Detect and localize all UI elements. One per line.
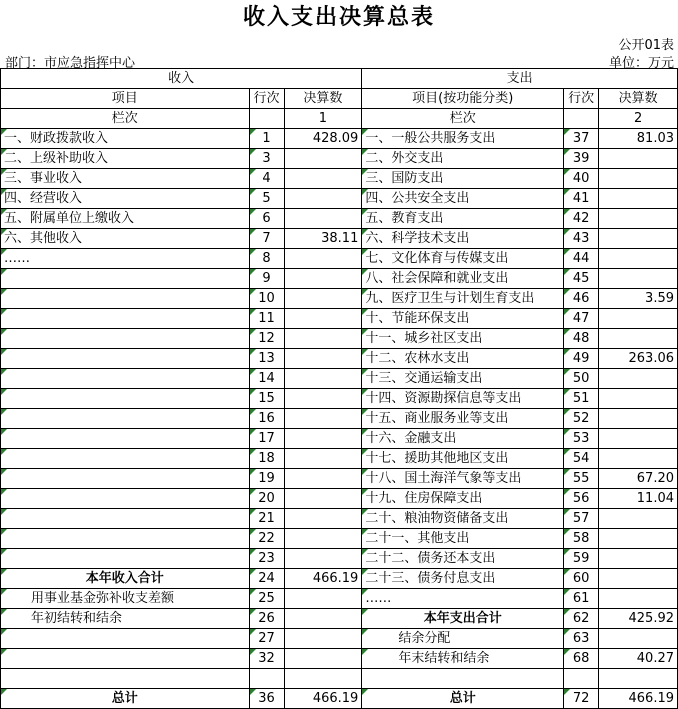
expense-item-cell[interactable]: 八、社会保障和就业支出 <box>362 269 564 289</box>
table-row <box>1 329 678 349</box>
table-row <box>1 529 678 549</box>
income-item-cell[interactable] <box>1 329 250 349</box>
table-row <box>1 209 678 229</box>
expense-line-cell[interactable]: 63 <box>564 629 599 649</box>
expense-line-cell[interactable]: 54 <box>564 449 599 469</box>
income-section-header[interactable]: 收入 <box>1 69 362 89</box>
table-row <box>1 149 678 169</box>
expense-line-cell[interactable]: 41 <box>564 189 599 209</box>
expense-amount-cell[interactable]: 425.92 <box>599 609 678 629</box>
income-index-number[interactable]: 1 <box>284 109 362 129</box>
expense-item-cell[interactable]: 二十二、债务还本支出 <box>362 549 564 569</box>
expense-index-blank[interactable] <box>564 109 599 129</box>
expense-line-cell[interactable]: 53 <box>564 429 599 449</box>
expense-item-cell[interactable]: 六、科学技术支出 <box>362 229 564 249</box>
income-item-cell[interactable] <box>1 489 250 509</box>
expense-amount-cell[interactable] <box>599 589 678 609</box>
income-line-cell[interactable]: 6 <box>249 209 284 229</box>
income-item-cell[interactable] <box>1 649 250 669</box>
income-amount-cell[interactable] <box>284 169 362 189</box>
income-amount-cell[interactable] <box>284 329 362 349</box>
expense-item-cell[interactable]: 十一、城乡社区支出 <box>362 329 564 349</box>
income-line-cell[interactable]: 12 <box>249 329 284 349</box>
income-line-cell[interactable]: 9 <box>249 269 284 289</box>
table-row <box>1 509 678 529</box>
expense-amount-header[interactable]: 决算数 <box>599 89 678 109</box>
column-index-row <box>1 109 678 129</box>
income-amount-header[interactable]: 决算数 <box>284 89 362 109</box>
income-amount-cell[interactable] <box>284 209 362 229</box>
expense-amount-cell[interactable] <box>599 269 678 289</box>
expense-amount-cell[interactable] <box>599 189 678 209</box>
income-line-cell[interactable]: 18 <box>249 449 284 469</box>
income-index-label[interactable]: 栏次 <box>1 109 250 129</box>
table-row <box>1 129 678 149</box>
income-item-cell[interactable] <box>1 269 250 289</box>
expense-line-cell[interactable]: 61 <box>564 589 599 609</box>
income-item-cell[interactable] <box>1 309 250 329</box>
income-amount-cell[interactable] <box>284 529 362 549</box>
income-amount-cell[interactable] <box>284 469 362 489</box>
expense-amount-cell[interactable]: 40.27 <box>599 649 678 669</box>
expense-item-cell[interactable]: 四、公共安全支出 <box>362 189 564 209</box>
income-line-cell[interactable]: 24 <box>249 569 284 589</box>
expense-item-cell[interactable]: 二十三、债务付息支出 <box>362 569 564 589</box>
expense-section-header[interactable]: 支出 <box>362 69 678 89</box>
expense-line-cell[interactable]: 68 <box>564 649 599 669</box>
table-row <box>1 169 678 189</box>
table-row <box>1 189 678 209</box>
expense-amount-cell[interactable] <box>599 229 678 249</box>
table-row <box>1 569 678 589</box>
income-amount-cell[interactable] <box>284 349 362 369</box>
expense-line-cell[interactable]: 39 <box>564 149 599 169</box>
income-item-cell[interactable]: 用事业基金弥补收支差额 <box>1 589 250 609</box>
expense-amount-cell[interactable] <box>599 309 678 329</box>
table-row <box>1 389 678 409</box>
income-amount-cell[interactable] <box>284 449 362 469</box>
expense-item-cell[interactable]: 二、外交支出 <box>362 149 564 169</box>
expense-amount-cell[interactable]: 11.04 <box>599 489 678 509</box>
expense-line-cell[interactable]: 48 <box>564 329 599 349</box>
expense-line-cell[interactable]: 52 <box>564 409 599 429</box>
income-item-cell[interactable] <box>1 429 250 449</box>
income-amount-cell[interactable] <box>284 609 362 629</box>
income-index-blank[interactable] <box>249 109 284 129</box>
income-amount-cell[interactable] <box>284 269 362 289</box>
table-row <box>1 589 678 609</box>
expense-amount-cell[interactable] <box>599 149 678 169</box>
table-row <box>1 609 678 629</box>
expense-index-label[interactable]: 栏次 <box>362 109 564 129</box>
expense-item-cell[interactable]: 三、国防支出 <box>362 169 564 189</box>
expense-item-cell[interactable]: 五、教育支出 <box>362 209 564 229</box>
table-row <box>1 349 678 369</box>
budget-table <box>0 68 678 709</box>
income-amount-cell[interactable] <box>284 429 362 449</box>
spacer-cell[interactable] <box>564 669 599 689</box>
income-amount-cell[interactable] <box>284 249 362 269</box>
expense-line-header[interactable]: 行次 <box>564 89 599 109</box>
income-amount-cell[interactable] <box>284 409 362 429</box>
expense-item-cell[interactable]: 十五、商业服务业等支出 <box>362 409 564 429</box>
income-line-header[interactable]: 行次 <box>249 89 284 109</box>
income-item-cell[interactable] <box>1 529 250 549</box>
income-item-cell[interactable]: 六、其他收入 <box>1 229 250 249</box>
expense-line-cell[interactable]: 60 <box>564 569 599 589</box>
table-row <box>1 449 678 469</box>
expense-amount-cell[interactable]: 67.20 <box>599 469 678 489</box>
expense-item-cell[interactable]: 一、一般公共服务支出 <box>362 129 564 149</box>
income-amount-cell[interactable] <box>284 309 362 329</box>
income-line-cell[interactable]: 13 <box>249 349 284 369</box>
income-item-cell[interactable]: 二、上级补助收入 <box>1 149 250 169</box>
expense-item-cell[interactable]: 九、医疗卫生与计划生育支出 <box>362 289 564 309</box>
expense-line-cell[interactable]: 49 <box>564 349 599 369</box>
table-row <box>1 289 678 309</box>
form-number: 公开01表 <box>618 38 674 53</box>
income-line-cell[interactable]: 14 <box>249 369 284 389</box>
income-line-cell[interactable]: 8 <box>249 249 284 269</box>
expense-item-cell[interactable]: 十四、资源勘探信息等支出 <box>362 389 564 409</box>
expense-amount-cell[interactable]: 263.06 <box>599 349 678 369</box>
income-line-cell[interactable]: 3 <box>249 149 284 169</box>
expense-amount-cell[interactable] <box>599 569 678 589</box>
expense-item-cell[interactable]: 七、文化体育与传媒支出 <box>362 249 564 269</box>
expense-line-cell[interactable]: 40 <box>564 169 599 189</box>
spacer-cell[interactable] <box>362 669 564 689</box>
income-amount-cell[interactable] <box>284 189 362 209</box>
expense-amount-cell[interactable] <box>599 389 678 409</box>
income-item-cell[interactable]: 五、附属单位上缴收入 <box>1 209 250 229</box>
income-item-cell[interactable] <box>1 389 250 409</box>
expense-item-cell[interactable]: 结余分配 <box>362 629 564 649</box>
expense-item-cell[interactable]: 十二、农林水支出 <box>362 349 564 369</box>
expense-item-cell[interactable]: 十、节能环保支出 <box>362 309 564 329</box>
expense-item-cell[interactable]: 十三、交通运输支出 <box>362 369 564 389</box>
income-line-cell[interactable]: 21 <box>249 509 284 529</box>
table-row <box>1 409 678 429</box>
income-line-cell[interactable]: 17 <box>249 429 284 449</box>
expense-line-cell[interactable]: 47 <box>564 309 599 329</box>
expense-amount-cell[interactable] <box>599 449 678 469</box>
income-amount-cell[interactable]: 466.19 <box>284 689 362 709</box>
income-line-cell[interactable]: 4 <box>249 169 284 189</box>
expense-amount-cell[interactable] <box>599 209 678 229</box>
income-line-cell[interactable]: 5 <box>249 189 284 209</box>
income-item-header[interactable]: 项目 <box>1 89 250 109</box>
section-header-row <box>1 69 678 89</box>
spacer-cell[interactable] <box>284 669 362 689</box>
expense-amount-cell[interactable] <box>599 409 678 429</box>
income-amount-cell[interactable]: 428.09 <box>284 129 362 149</box>
income-line-cell[interactable]: 15 <box>249 389 284 409</box>
expense-line-cell[interactable]: 62 <box>564 609 599 629</box>
expense-item-cell[interactable]: 本年支出合计 <box>362 609 564 629</box>
income-amount-cell[interactable] <box>284 289 362 309</box>
expense-line-cell[interactable]: 59 <box>564 549 599 569</box>
expense-item-cell[interactable]: 十八、国土海洋气象等支出 <box>362 469 564 489</box>
income-line-cell[interactable]: 1 <box>249 129 284 149</box>
income-amount-cell[interactable] <box>284 389 362 409</box>
income-amount-cell[interactable]: 38.11 <box>284 229 362 249</box>
table-row <box>1 649 678 669</box>
income-item-cell[interactable] <box>1 509 250 529</box>
expense-amount-cell[interactable]: 466.19 <box>599 689 678 709</box>
table-row <box>1 369 678 389</box>
income-item-cell[interactable] <box>1 469 250 489</box>
income-line-cell[interactable]: 10 <box>249 289 284 309</box>
spacer-cell[interactable] <box>1 669 250 689</box>
expense-amount-cell[interactable] <box>599 529 678 549</box>
expense-item-cell[interactable]: 十九、住房保障支出 <box>362 489 564 509</box>
income-item-cell[interactable] <box>1 289 250 309</box>
expense-amount-cell[interactable] <box>599 629 678 649</box>
expense-line-cell[interactable]: 43 <box>564 229 599 249</box>
income-item-cell[interactable] <box>1 449 250 469</box>
income-line-cell[interactable]: 20 <box>249 489 284 509</box>
expense-item-cell[interactable]: 总计 <box>362 689 564 709</box>
column-header-row <box>1 89 678 109</box>
expense-amount-cell[interactable]: 3.59 <box>599 289 678 309</box>
table-row <box>1 429 678 449</box>
income-line-cell[interactable]: 16 <box>249 409 284 429</box>
spacer-row <box>1 669 678 689</box>
expense-item-header[interactable]: 项目(按功能分类) <box>362 89 564 109</box>
income-line-cell[interactable]: 23 <box>249 549 284 569</box>
table-row <box>1 549 678 569</box>
income-amount-cell[interactable] <box>284 509 362 529</box>
spacer-cell[interactable] <box>249 669 284 689</box>
expense-item-cell[interactable]: 十七、援助其他地区支出 <box>362 449 564 469</box>
expense-line-cell[interactable]: 56 <box>564 489 599 509</box>
table-row <box>1 249 678 269</box>
expense-item-cell[interactable]: …… <box>362 589 564 609</box>
income-line-cell[interactable]: 32 <box>249 649 284 669</box>
expense-line-cell[interactable]: 45 <box>564 269 599 289</box>
income-item-cell[interactable] <box>1 369 250 389</box>
expense-index-number[interactable]: 2 <box>599 109 678 129</box>
department-label: 部门：市应急指挥中心 <box>5 56 136 71</box>
expense-amount-cell[interactable] <box>599 249 678 269</box>
income-line-cell[interactable]: 25 <box>249 589 284 609</box>
income-amount-cell[interactable] <box>284 549 362 569</box>
report-title: 收入支出决算总表 <box>242 5 435 30</box>
income-line-cell[interactable]: 36 <box>249 689 284 709</box>
income-line-cell[interactable]: 26 <box>249 609 284 629</box>
table-row <box>1 229 678 249</box>
income-item-cell[interactable]: 本年收入合计 <box>1 569 250 589</box>
expense-amount-cell[interactable] <box>599 329 678 349</box>
expense-item-cell[interactable]: 年末结转和结余 <box>362 649 564 669</box>
income-amount-cell[interactable] <box>284 489 362 509</box>
total-row <box>1 689 678 709</box>
income-item-cell[interactable]: 一、财政拨款收入 <box>1 129 250 149</box>
income-amount-cell[interactable] <box>284 149 362 169</box>
income-item-cell[interactable]: 总计 <box>1 689 250 709</box>
expense-item-cell[interactable]: 十六、金融支出 <box>362 429 564 449</box>
expense-line-cell[interactable]: 37 <box>564 129 599 149</box>
expense-line-cell[interactable]: 72 <box>564 689 599 709</box>
spacer-cell[interactable] <box>599 669 678 689</box>
expense-line-cell[interactable]: 44 <box>564 249 599 269</box>
income-item-cell[interactable] <box>1 349 250 369</box>
income-amount-cell[interactable]: 466.19 <box>284 569 362 589</box>
expense-line-cell[interactable]: 46 <box>564 289 599 309</box>
income-line-cell[interactable]: 19 <box>249 469 284 489</box>
table-row <box>1 469 678 489</box>
expense-amount-cell[interactable] <box>599 429 678 449</box>
income-item-cell[interactable] <box>1 629 250 649</box>
expense-amount-cell[interactable] <box>599 369 678 389</box>
income-amount-cell[interactable] <box>284 629 362 649</box>
income-item-cell[interactable] <box>1 549 250 569</box>
income-item-cell[interactable]: 年初结转和结余 <box>1 609 250 629</box>
income-line-cell[interactable]: 11 <box>249 309 284 329</box>
expense-amount-cell[interactable] <box>599 549 678 569</box>
unit-label: 单位：万元 <box>608 56 674 71</box>
expense-amount-cell[interactable]: 81.03 <box>599 129 678 149</box>
income-amount-cell[interactable] <box>284 589 362 609</box>
income-amount-cell[interactable] <box>284 369 362 389</box>
income-item-cell[interactable]: 四、经营收入 <box>1 189 250 209</box>
expense-line-cell[interactable]: 51 <box>564 389 599 409</box>
expense-amount-cell[interactable] <box>599 169 678 189</box>
income-amount-cell[interactable] <box>284 649 362 669</box>
table-row <box>1 269 678 289</box>
table-row <box>1 629 678 649</box>
income-item-cell[interactable]: 三、事业收入 <box>1 169 250 189</box>
expense-item-cell[interactable]: 二十、粮油物资储备支出 <box>362 509 564 529</box>
expense-line-cell[interactable]: 57 <box>564 509 599 529</box>
income-item-cell[interactable] <box>1 409 250 429</box>
income-line-cell[interactable]: 27 <box>249 629 284 649</box>
table-row <box>1 489 678 509</box>
expense-item-cell[interactable]: 二十一、其他支出 <box>362 529 564 549</box>
expense-line-cell[interactable]: 58 <box>564 529 599 549</box>
expense-line-cell[interactable]: 42 <box>564 209 599 229</box>
table-row <box>1 309 678 329</box>
income-line-cell[interactable]: 7 <box>249 229 284 249</box>
expense-line-cell[interactable]: 50 <box>564 369 599 389</box>
expense-amount-cell[interactable] <box>599 509 678 529</box>
income-line-cell[interactable]: 22 <box>249 529 284 549</box>
income-item-cell[interactable]: …… <box>1 249 250 269</box>
expense-line-cell[interactable]: 55 <box>564 469 599 489</box>
